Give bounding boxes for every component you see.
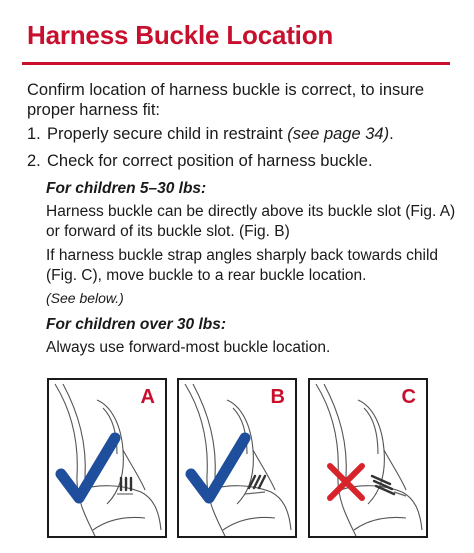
heading-over-30-lbs: For children over 30 lbs: (46, 316, 227, 333)
step-1 (27, 124, 394, 144)
heading-5-30-lbs: For children 5–30 lbs: (46, 180, 207, 197)
paragraph-buckle-position: Harness buckle can be directly above its buckle slot (Fig. A) or forward of its buckle slot. (Fig. B) (46, 203, 456, 240)
step-2 (27, 151, 373, 171)
step-2-text: Check for correct position of harness buckle. (47, 152, 373, 170)
title-rule (22, 62, 450, 65)
step-1-page-ref: (see page 34) (287, 125, 390, 143)
figure-label-c: C (401, 386, 416, 408)
figure-a (47, 378, 167, 538)
figure-label-b: B (270, 386, 285, 408)
forward-most-instruction: Always use forward-most buckle location. (46, 339, 331, 356)
intro-text: Confirm location of harness buckle is correct, to insure proper harness fit: (27, 81, 425, 119)
checkmark-icon (61, 438, 115, 498)
figure-label-a: A (140, 386, 155, 408)
figure-c (308, 378, 428, 538)
buckle-icon (372, 476, 394, 494)
checkmark-icon (191, 438, 245, 498)
page-title: Harness Buckle Location (27, 20, 334, 50)
step-1-number: 1. (27, 125, 41, 143)
step-1-text: Properly secure child in restraint (47, 125, 288, 143)
step-1-period: . (389, 125, 394, 143)
figure-b (177, 378, 297, 538)
see-below-note: (See below.) (46, 290, 124, 306)
paragraph-strap-angle: If harness buckle strap angles sharply back towards child (Fig. C), move buckle to a rear buckle location. (46, 247, 439, 284)
step-2-number: 2. (27, 152, 41, 170)
